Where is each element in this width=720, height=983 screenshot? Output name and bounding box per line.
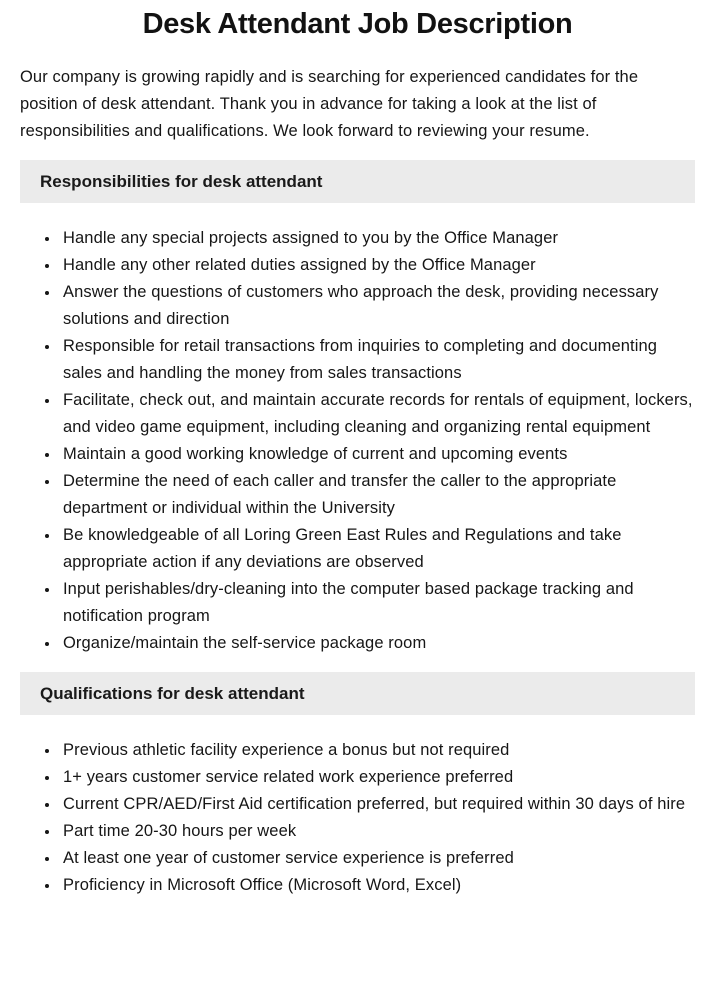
list-item: • Previous athletic facility experience a bonus but not required	[60, 737, 695, 764]
list-item: • Input perishables/dry-cleaning into the computer based package tracking and notification program	[60, 576, 695, 630]
list-item: • At least one year of customer service experience is preferred	[60, 845, 695, 872]
list-item: • Maintain a good working knowledge of current and upcoming events	[60, 441, 695, 468]
list-item: • Responsible for retail transactions from inquiries to completing and documenting sales and handling the money from sales transactions	[60, 333, 695, 387]
document-page	[0, 8, 720, 899]
section-heading-label: Qualifications for desk attendant	[40, 684, 305, 703]
section-heading-qualifications	[20, 672, 695, 715]
list-item: • Handle any other related duties assigned by the Office Manager	[60, 252, 695, 279]
list-item: • Organize/maintain the self-service package room	[60, 630, 695, 657]
section-heading-label: Responsibilities for desk attendant	[40, 172, 323, 191]
list-item: • Facilitate, check out, and maintain accurate records for rentals of equipment, lockers, and video game equipment, including cleaning and organizing rental equipment	[60, 387, 695, 441]
intro-paragraph: Our company is growing rapidly and is searching for experienced candidates for the position of desk attendant. Thank you in advance for taking a look at the list of responsibilities and qualifications. We look forward to reviewing your resume.	[20, 68, 639, 140]
page-title: Desk Attendant Job Description	[142, 8, 573, 40]
list-item: • Proficiency in Microsoft Office (Microsoft Word, Excel)	[60, 872, 695, 899]
list-item: • Be knowledgeable of all Loring Green East Rules and Regulations and take appropriate action if any deviations are observed	[60, 522, 695, 576]
list-item: • Handle any special projects assigned to you by the Office Manager	[60, 225, 695, 252]
responsibilities-list	[20, 225, 695, 657]
list-item: • Answer the questions of customers who approach the desk, providing necessary solutions and direction	[60, 279, 695, 333]
list-item: • Determine the need of each caller and transfer the caller to the appropriate department or individual within the University	[60, 468, 695, 522]
list-item: • Part time 20-30 hours per week	[60, 818, 695, 845]
qualifications-list	[20, 737, 695, 899]
list-item: • Current CPR/AED/First Aid certification preferred, but required within 30 days of hire	[60, 791, 695, 818]
list-item: • 1+ years customer service related work experience preferred	[60, 764, 695, 791]
section-heading-responsibilities	[20, 160, 695, 203]
